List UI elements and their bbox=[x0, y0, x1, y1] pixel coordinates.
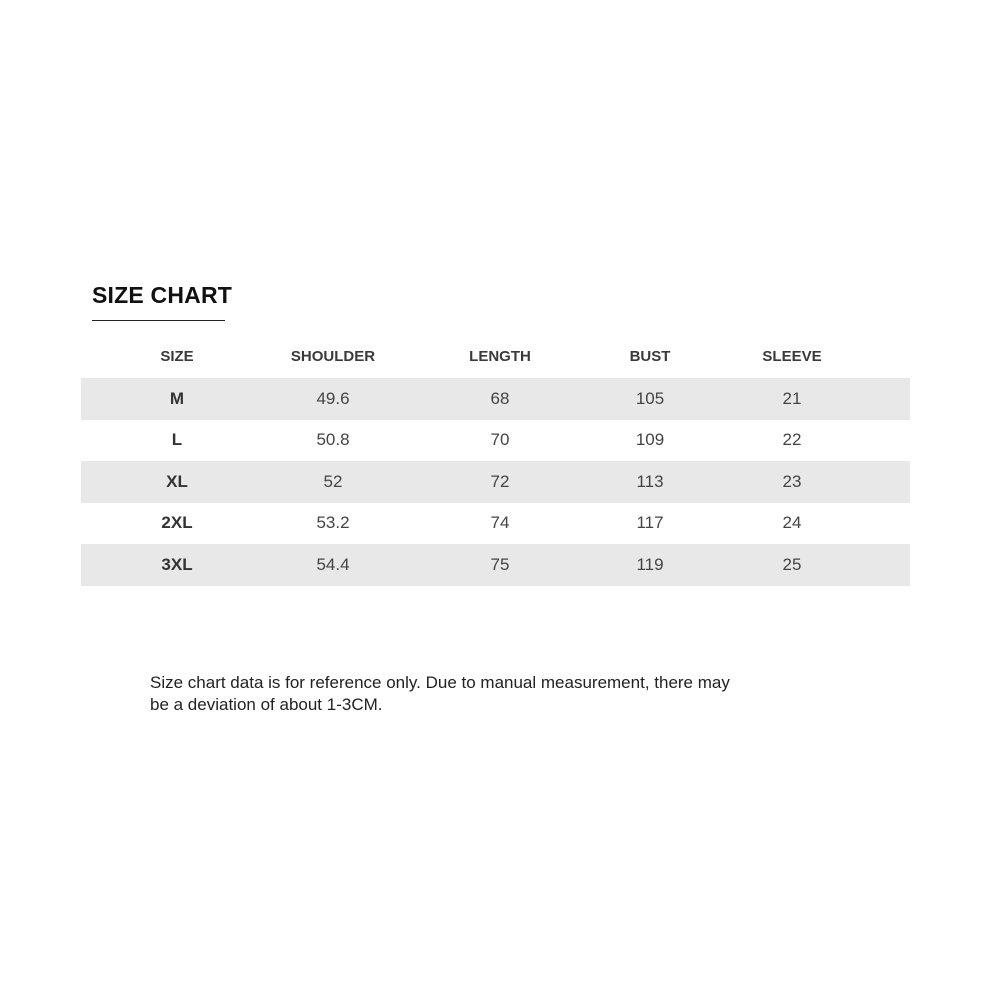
shoulder-cell: 50.8 bbox=[316, 430, 350, 450]
length-cell: 70 bbox=[490, 430, 510, 450]
header-length: LENGTH bbox=[469, 347, 531, 365]
length-cell: 74 bbox=[490, 513, 510, 533]
header-size: SIZE bbox=[160, 347, 194, 365]
sleeve-cell: 25 bbox=[782, 554, 802, 574]
shoulder-cell: 54.4 bbox=[316, 554, 350, 574]
bust-cell: 119 bbox=[636, 554, 664, 574]
disclaimer-line-1: Size chart data is for reference only. Due to manual measurement, there may bbox=[150, 673, 730, 692]
header-sleeve: SLEEVE bbox=[762, 347, 822, 365]
header-shoulder: SHOULDER bbox=[290, 347, 376, 365]
measurement-disclaimer bbox=[150, 672, 810, 716]
size-table bbox=[81, 334, 910, 586]
sleeve-cell: 21 bbox=[782, 388, 802, 408]
bust-cell: 105 bbox=[635, 388, 665, 408]
table-row bbox=[81, 378, 910, 420]
table-row bbox=[81, 420, 910, 462]
table-row bbox=[81, 503, 910, 545]
length-cell: 72 bbox=[490, 471, 510, 491]
title-underline bbox=[92, 320, 225, 321]
shoulder-cell: 53.2 bbox=[316, 513, 350, 533]
sleeve-cell: 22 bbox=[782, 430, 802, 450]
disclaimer-line-2: be a deviation of about 1-3CM. bbox=[150, 695, 383, 714]
sleeve-cell: 23 bbox=[782, 471, 802, 491]
shoulder-cell: 49.6 bbox=[316, 388, 350, 408]
sleeve-cell: 24 bbox=[782, 513, 802, 533]
size-chart-title: SIZE CHART bbox=[92, 282, 232, 308]
length-cell: 75 bbox=[490, 554, 510, 574]
size-cell: M bbox=[169, 388, 185, 408]
shoulder-cell: 52 bbox=[323, 471, 343, 491]
bust-cell: 109 bbox=[635, 430, 665, 450]
header-bust: BUST bbox=[629, 347, 671, 365]
bust-cell: 113 bbox=[636, 471, 664, 491]
size-cell: XL bbox=[166, 471, 188, 491]
size-cell: 2XL bbox=[161, 513, 193, 533]
length-cell: 68 bbox=[490, 388, 510, 408]
table-header-row bbox=[81, 334, 910, 378]
bust-cell: 117 bbox=[636, 513, 664, 533]
size-cell: L bbox=[171, 430, 183, 450]
table-row bbox=[81, 544, 910, 586]
table-row bbox=[81, 461, 910, 503]
size-cell: 3XL bbox=[161, 554, 193, 574]
